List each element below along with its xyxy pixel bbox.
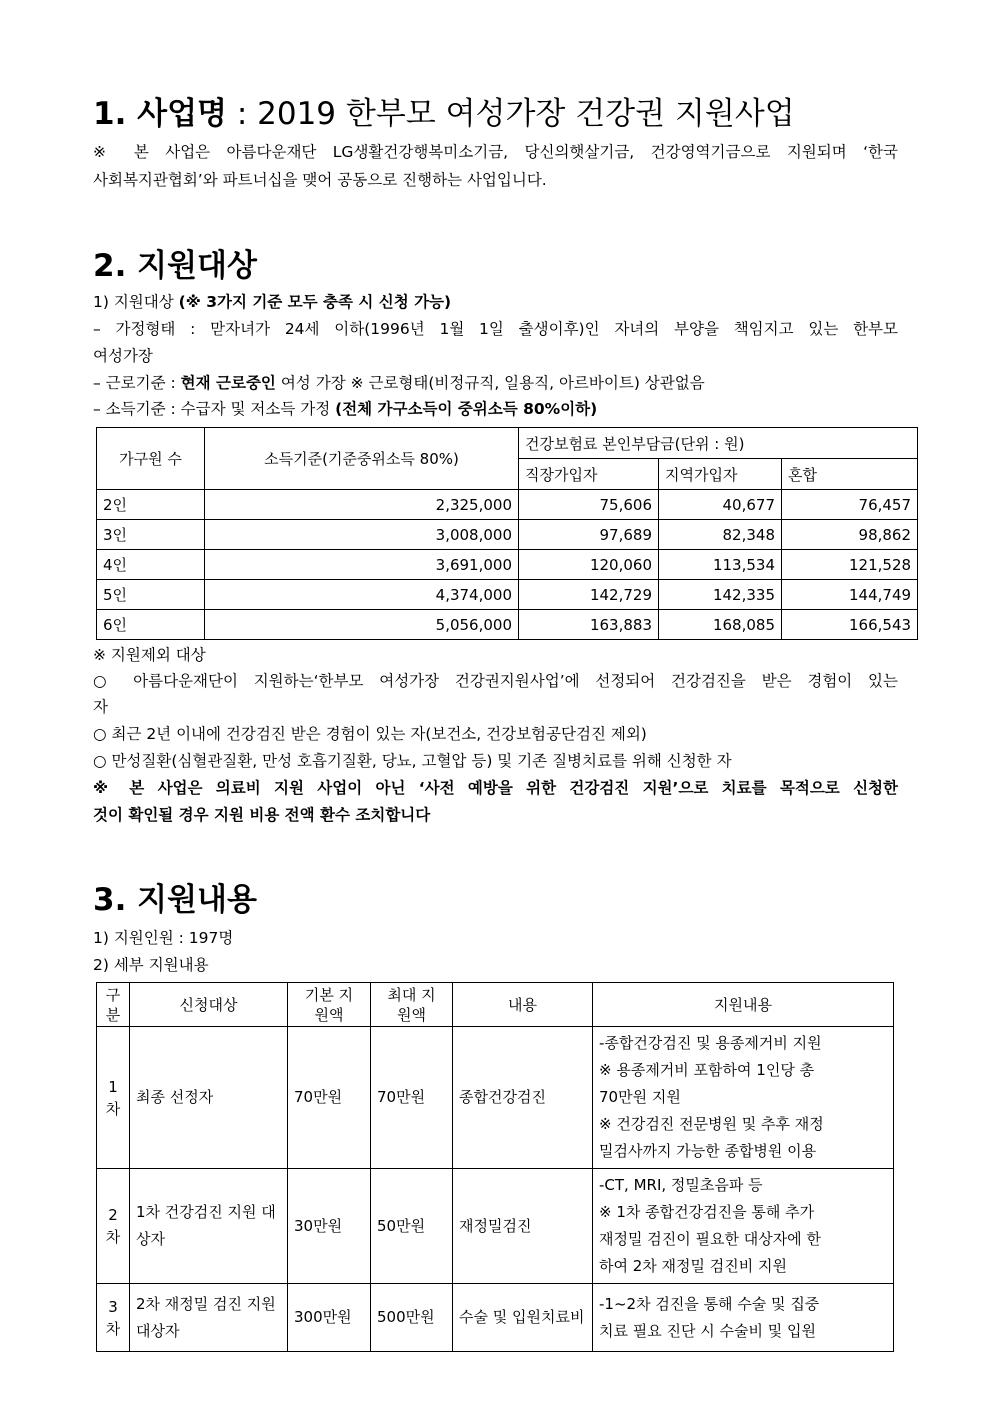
cell-income: 3,691,000	[205, 550, 519, 580]
income-prefix: – 소득기준 : 수급자 및 저소득 가정	[93, 400, 336, 418]
header-category: 구분	[97, 983, 130, 1027]
item1-prefix: 1) 지원대상	[93, 293, 179, 311]
refund-warning-line2: 것이 확인될 경우 지원 비용 전액 환수 조치합니다	[93, 806, 431, 824]
header-max-amount: 최대 지원액	[371, 983, 453, 1027]
cell-household: 5인	[97, 580, 205, 610]
cell-income: 3,008,000	[205, 520, 519, 550]
work-criteria	[93, 371, 705, 393]
exclusion-item1-line2: 자	[93, 698, 108, 716]
cell-max-amount: 50만원	[371, 1169, 453, 1284]
header-workplace: 직장가입자	[519, 459, 659, 490]
header-mixed: 혼합	[782, 459, 918, 490]
work-bold: 현재 근로중인	[180, 374, 276, 392]
cell-mixed: 121,528	[782, 550, 918, 580]
cell-basic-amount: 300만원	[288, 1284, 371, 1352]
income-bold: (전체 가구소득이 중위소득 80%이하)	[335, 400, 598, 418]
support-line: 재정밀 검진이 필요한 대상자에 한	[599, 1230, 821, 1248]
cell-max-amount: 500만원	[371, 1284, 453, 1352]
table-row	[97, 490, 918, 520]
support-line: ※ 1차 종합건강검진을 통해 추가	[599, 1203, 815, 1221]
header-support: 지원내용	[593, 983, 894, 1027]
header-content: 내용	[453, 983, 593, 1027]
table-row	[97, 580, 918, 610]
cell-content: 수술 및 입원치료비	[453, 1284, 593, 1352]
support-line: 하여 2차 재정밀 검진비 지원	[599, 1257, 788, 1275]
refund-warning-line1: ※ 본 사업은 의료비 지원 사업이 아닌 ‘사전 예방을 위한 건강검진 지원’으로 치료를 목적으로 신청한	[93, 779, 898, 797]
header-target: 신청대상	[130, 983, 288, 1027]
cell-household: 4인	[97, 550, 205, 580]
cell-regional: 168,085	[659, 610, 782, 640]
section3-item1: 1) 지원인원 : 197명	[93, 929, 234, 947]
cell-target: 2차 재정밀 검진 지원 대상자	[130, 1284, 288, 1352]
table-row	[97, 1169, 894, 1284]
support-line: 70만원 지원	[599, 1088, 681, 1106]
support-line: 밀검사까지 가능한 종합병원 이용	[599, 1142, 817, 1160]
exclusion-title: ※ 지원제외 대상	[93, 646, 206, 664]
cell-workplace: 142,729	[519, 580, 659, 610]
work-suffix: 여성 가장 ※ 근로형태(비정규직, 일용직, 아르바이트) 상관없음	[275, 374, 705, 392]
support-details-table	[96, 982, 894, 1352]
cell-workplace: 75,606	[519, 490, 659, 520]
cell-regional: 40,677	[659, 490, 782, 520]
header-income: 소득기준(기준중위소득 80%)	[205, 428, 519, 490]
support-line: ※ 용종제거비 포함하여 1인당 총	[599, 1061, 815, 1079]
cell-category: 2차	[97, 1169, 130, 1284]
section1-note-line2: 사회복지관협회’와 파트너십을 맺어 공동으로 진행하는 사업입니다.	[93, 171, 547, 189]
section1-title: : 2019 한부모 여성가장 건강권 지원사업	[226, 96, 795, 132]
cell-workplace: 97,689	[519, 520, 659, 550]
cell-mixed: 76,457	[782, 490, 918, 520]
work-prefix: – 근로기준 :	[93, 374, 181, 392]
cell-support	[593, 1169, 894, 1284]
cell-content: 종합건강검진	[453, 1027, 593, 1169]
section2-heading: 2. 지원대상	[93, 248, 257, 284]
cell-basic-amount: 30만원	[288, 1169, 371, 1284]
support-line: 치료 필요 진단 시 수술비 및 입원	[599, 1321, 816, 1340]
cell-household: 2인	[97, 490, 205, 520]
cell-max-amount: 70만원	[371, 1027, 453, 1169]
header-basic-amount: 기본 지원액	[288, 983, 371, 1027]
table-row	[97, 550, 918, 580]
cell-support	[593, 1027, 894, 1169]
exclusion-item3: ○ 만성질환(심혈관질환, 만성 호흡기질환, 당뇨, 고혈압 등) 및 기존 질병치료를 위해 신청한 자	[93, 752, 732, 770]
cell-mixed: 98,862	[782, 520, 918, 550]
family-criteria-line1: – 가정형태 : 맏자녀가 24세 이하(1996년 1월 1일 출생이후)인 자녀의 부양을 책임지고 있는 한부모	[93, 320, 898, 338]
cell-target: 최종 선정자	[130, 1027, 288, 1169]
cell-support	[593, 1284, 894, 1352]
section3-item2: 2) 세부 지원내용	[93, 956, 209, 974]
section3-heading: 3. 지원내용	[93, 882, 257, 918]
table-row	[97, 1284, 894, 1352]
section1-heading	[93, 88, 795, 133]
table-row	[97, 520, 918, 550]
section1-number: 1. 사업명	[93, 96, 227, 132]
cell-household: 6인	[97, 610, 205, 640]
item1-bold: (※ 3가지 기준 모두 충족 시 신청 가능)	[178, 293, 452, 311]
cell-content: 재정밀검진	[453, 1169, 593, 1284]
cell-category: 1차	[97, 1027, 130, 1169]
cell-income: 4,374,000	[205, 580, 519, 610]
support-line: -1~2차 검진을 통해 수술 및 집중	[599, 1294, 820, 1313]
support-line: -종합건강검진 및 용종제거비 지원	[599, 1034, 822, 1052]
cell-mixed: 166,543	[782, 610, 918, 640]
income-criteria-table	[96, 427, 918, 640]
section1-note-line1: ※ 본 사업은 아름다운재단 LG생활건강행복미소기금, 당신의햇살기금, 건강영역기금으로 지원되며 ‘한국	[93, 143, 898, 161]
cell-basic-amount: 70만원	[288, 1027, 371, 1169]
cell-regional: 82,348	[659, 520, 782, 550]
support-line: -CT, MRI, 정밀초음파 등	[599, 1176, 763, 1194]
income-criteria	[93, 397, 597, 419]
cell-income: 2,325,000	[205, 490, 519, 520]
header-regional: 지역가입자	[659, 459, 782, 490]
exclusion-item1-line1: ○ 아름다운재단이 지원하는‘한부모 여성가장 건강권지원사업’에 선정되어 건강검진을 받은 경험이 있는	[93, 672, 898, 690]
cell-target: 1차 건강검진 지원 대상자	[130, 1169, 288, 1284]
exclusion-item2: ○ 최근 2년 이내에 건강검진 받은 경험이 있는 자(보건소, 건강보험공단검진 제외)	[93, 725, 647, 743]
cell-household: 3인	[97, 520, 205, 550]
table-row	[97, 610, 918, 640]
header-insurance: 건강보험료 본인부담금(단위 : 원)	[519, 428, 918, 459]
cell-category: 3차	[97, 1284, 130, 1352]
family-criteria-line2: 여성가장	[93, 347, 153, 365]
header-household: 가구원 수	[97, 428, 205, 490]
cell-regional: 113,534	[659, 550, 782, 580]
cell-workplace: 163,883	[519, 610, 659, 640]
section2-item1	[93, 290, 451, 312]
cell-regional: 142,335	[659, 580, 782, 610]
support-line: ※ 건강검진 전문병원 및 추후 재정	[599, 1115, 824, 1133]
table-row	[97, 1027, 894, 1169]
cell-income: 5,056,000	[205, 610, 519, 640]
cell-mixed: 144,749	[782, 580, 918, 610]
cell-workplace: 120,060	[519, 550, 659, 580]
